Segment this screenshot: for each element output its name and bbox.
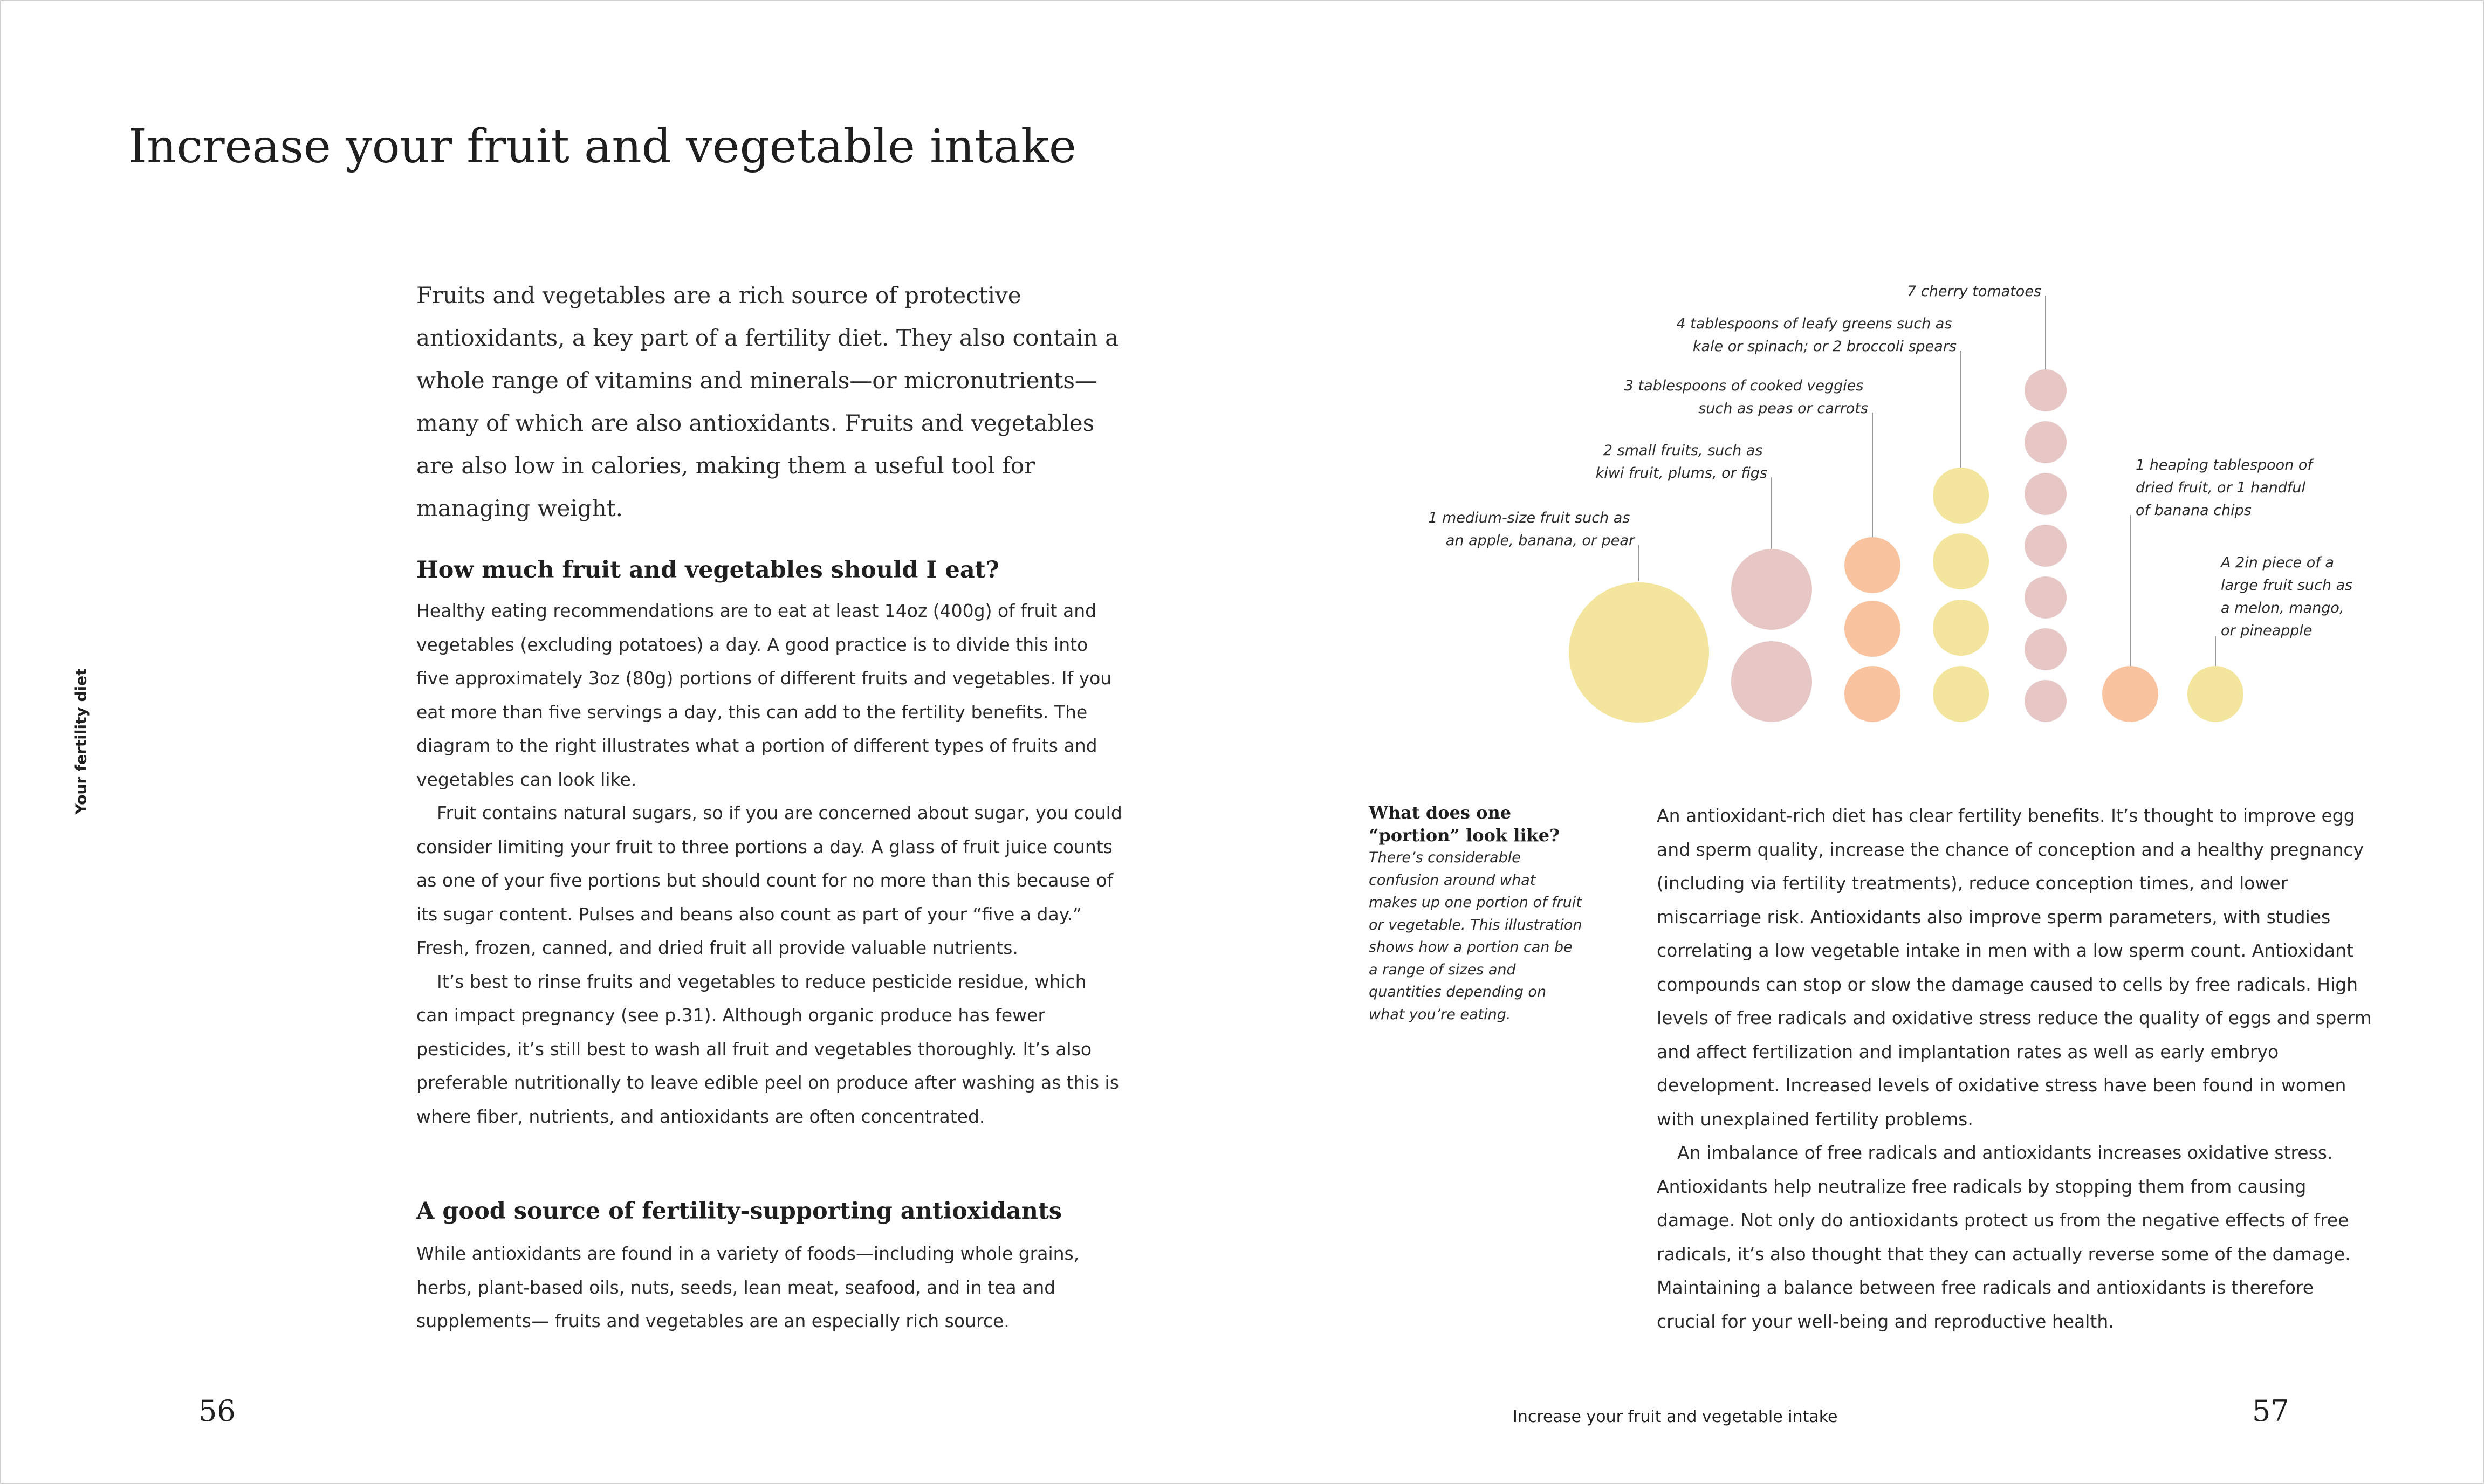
portion-group-large-fruit (2187, 554, 2357, 722)
diagram-caption (1369, 801, 1584, 1026)
portion-circle (1731, 549, 1812, 630)
body-paragraph: While antioxidants are found in a variety of foods—including whole grains, herbs, plant-based oils, nuts, seeds, lean meat, seafood, and in tea and supplements— fruits and vegetables are an especially rich source. (416, 1243, 1080, 1331)
portion-label-line: 2 small fruits, such as (1603, 442, 1763, 459)
portion-group-leafy-greens (1676, 315, 1989, 722)
portion-label-line: of banana chips (2136, 502, 2252, 519)
caption-body: There’s considerable confusion around what makes up one portion of fruit or vegetable. This illustration shows how a portion can be a range of sizes and quantities depending on what you’re eating. (1369, 849, 1582, 1023)
portion-label (1907, 283, 2041, 300)
portion-circle (2025, 369, 2067, 411)
section-heading-how-much: How much fruit and vegetables should I eat? (416, 556, 999, 583)
portion-label-line: 3 tablespoons of cooked veggies (1624, 377, 1864, 394)
caption-title: What does one “portion” look like? (1369, 802, 1560, 846)
portion-label (1428, 510, 1636, 549)
section-heading-antioxidants: A good source of fertility-supporting antioxidants (416, 1198, 1062, 1225)
portion-label (1676, 315, 1957, 355)
portion-circle (1933, 666, 1989, 722)
section-body-antioxidants (416, 1237, 1123, 1338)
portion-label-line: A 2in piece of a (2221, 554, 2334, 571)
portion-circle (2025, 421, 2067, 463)
body-paragraph: It’s best to rinse fruits and vegetables to reduce pesticide residue, which can impact pregnancy (see p.31). Although organic produce has fewer pesticides, it’s still best to wash all fruit and vegetables thoroughly. It’s also preferable nutritionally to leave edible peel on produce after washing as this is where fiber, nutrients, and antioxidants are often concentrated. (416, 971, 1119, 1127)
portion-label-line: kiwi fruit, plums, or figs (1595, 465, 1767, 482)
portion-label-line: 1 medium-size fruit such as (1428, 510, 1630, 526)
portion-label-line: large fruit such as (2221, 577, 2353, 594)
portion-label-line: an apple, banana, or pear (1445, 532, 1635, 549)
portion-group-medium-fruit (1428, 510, 1709, 723)
portion-circle (1933, 600, 1989, 656)
page-number-right: 57 (2252, 1394, 2289, 1428)
body-paragraph: Fruit contains natural sugars, so if you are concerned about sugar, you could consider limiting your fruit to three portions a day. A glass of fruit juice counts as one of your five portions but should count for no more than this because of its sugar content. Pulses and beans also count as part of your “five a day.” Fresh, frozen, canned, and dried fruit all provide valuable nutrients. (416, 802, 1122, 958)
portion-label (2220, 554, 2357, 639)
portion-label-line: 7 cherry tomatoes (1907, 283, 2041, 300)
portion-circle (1933, 533, 1989, 589)
portion-label-line: a melon, mango, (2221, 600, 2344, 616)
portion-label (2136, 457, 2317, 519)
portion-label (1596, 442, 1767, 482)
body-paragraph: An imbalance of free radicals and antioxidants increases oxidative stress. Antioxidants help neutralize free radicals by stopping them from causing damage. Not only do antioxidants protect us from the negative effects of free radicals, it’s also thought that they can actually reverse some of the damage. Maintaining a balance between free radicals and antioxidants is therefore crucial for your well-being and reproductive health. (1657, 1142, 2351, 1332)
portion-circle (1731, 641, 1812, 722)
portion-circle (1569, 582, 1709, 723)
portion-diagram (1402, 270, 2373, 744)
portion-circle (2025, 525, 2067, 567)
body-paragraph: An antioxidant-rich diet has clear fertility benefits. It’s thought to improve egg and sperm quality, increase the chance of conception and a healthy pregnancy (including via fertility treatments), reduce conception times, and lower miscarriage risk. Antioxidants also improve sperm parameters, with studies correlating a low vegetable intake in men with a low sperm count. Antioxidant compounds can stop or slow the damage caused to cells by free radicals. High levels of free radicals and oxidative stress reduce the quality of eggs and sperm and affect fertilization and implantation rates as well as early embryo development. Increased levels of oxidative stress have been found in women with unexplained fertility problems. (1657, 805, 2372, 1130)
portion-label-line: such as peas or carrots (1698, 400, 1868, 417)
portion-circle (1844, 666, 1900, 722)
portion-circle (2025, 576, 2067, 619)
page-title: Increase your fruit and vegetable intake (128, 120, 1076, 174)
portion-label-line: or pineapple (2221, 622, 2313, 639)
portion-circle (1933, 468, 1989, 524)
right-column-body (1657, 799, 2374, 1338)
portion-circle (1844, 601, 1900, 657)
running-head: Increase your fruit and vegetable intake (1513, 1407, 1838, 1426)
portion-circle (2025, 473, 2067, 515)
section-body-how-much (416, 594, 1123, 1133)
body-paragraph: Healthy eating recommendations are to eat at least 14oz (400g) of fruit and vegetables (excluding potatoes) a day. A good practice is to divide this into five approximately 3oz (80g) portions of different fruits and vegetables. If you eat more than five servings a day, this can add to the fertility benefits. The diagram to the right illustrates what a portion of different types of fruits and vegetables can look like. (416, 600, 1112, 790)
portion-circle (2187, 666, 2243, 722)
portion-label-line: 1 heaping tablespoon of (2136, 457, 2313, 473)
side-tab: Your fertility diet (72, 668, 90, 815)
intro-paragraph: Fruits and vegetables are a rich source of protective antioxidants, a key part of a fertility diet. They also contain a whole range of vitamins and minerals—or micronutrients—many of which are also antioxidants. Fruits and vegetables are also low in calories, making them a useful tool for managing weight. (416, 282, 1119, 521)
portion-label-line: kale or spinach; or 2 broccoli spears (1692, 338, 1957, 355)
portion-circle (1844, 537, 1900, 593)
page-number-left: 56 (198, 1394, 236, 1428)
portion-circle (2102, 666, 2158, 722)
portion-label (1624, 377, 1868, 417)
portion-circle (2025, 628, 2067, 670)
portion-circle (2025, 680, 2067, 722)
portion-label-line: 4 tablespoons of leafy greens such as (1676, 315, 1952, 332)
portion-label-line: dried fruit, or 1 handful (2136, 479, 2306, 496)
